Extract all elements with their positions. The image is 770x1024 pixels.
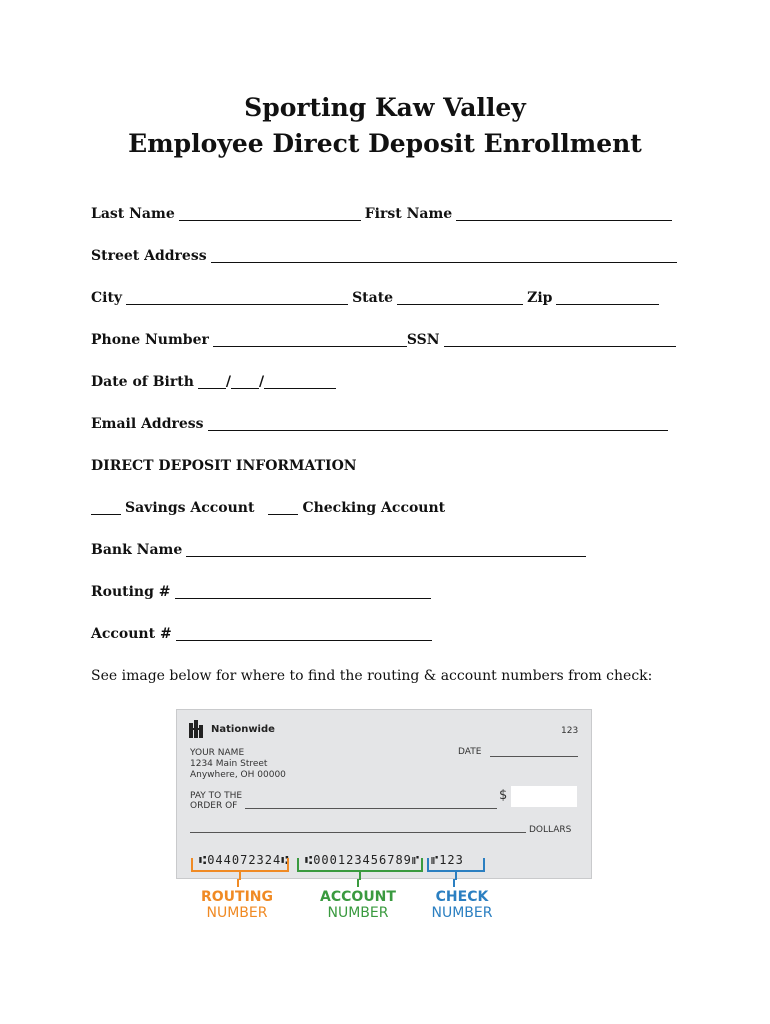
check-city: Anywhere, OH 00000: [190, 770, 286, 780]
check-order-of-label: ORDER OF: [190, 801, 238, 811]
bank-name-label: Bank Name: [91, 542, 183, 558]
first-name-field[interactable]: [456, 206, 672, 221]
dob-separator: /: [259, 374, 265, 390]
dob-row: [91, 372, 340, 392]
section-heading: DIRECT DEPOSIT INFORMATION: [91, 458, 357, 474]
zip-field[interactable]: [556, 290, 659, 305]
last-name-label: Last Name: [91, 206, 175, 222]
savings-checkbox-line[interactable]: [91, 500, 121, 515]
check-payee-line: [245, 808, 497, 809]
check-date-label: DATE: [458, 747, 482, 757]
street-address-field[interactable]: [211, 248, 677, 263]
zip-label: Zip: [527, 290, 553, 306]
routing-pointer-tail: [237, 879, 239, 887]
account-pointer: [359, 872, 361, 880]
check-pointer: [455, 872, 457, 880]
dob-separator: /: [225, 374, 231, 390]
account-pointer-tail: [357, 879, 359, 887]
checking-label: Checking Account: [302, 500, 446, 516]
check-number: 123: [561, 726, 579, 736]
last-name-field[interactable]: [179, 206, 361, 221]
street-row: [91, 246, 681, 266]
micr-routing-number: ⑆044072324⑆: [199, 853, 290, 867]
routing-bracket: [191, 858, 289, 872]
check-dollar-sign: $: [499, 788, 508, 803]
micr-check-number: ⑈123: [431, 853, 464, 867]
nationwide-logo-icon: [189, 720, 207, 738]
check-dollars-line: [190, 832, 526, 833]
account-field[interactable]: [176, 626, 432, 641]
phone-label: Phone Number: [91, 332, 209, 348]
phone-row: [91, 330, 680, 350]
ssn-field[interactable]: [444, 332, 676, 347]
email-row: [91, 414, 672, 434]
name-row: [91, 204, 676, 224]
check-account-holder: YOUR NAME: [190, 748, 245, 758]
sample-check-image: [176, 709, 592, 879]
dob-month-field[interactable]: [198, 374, 226, 389]
bank-logo: [189, 720, 275, 738]
check-pay-to-label: PAY TO THE: [190, 791, 243, 801]
routing-number-callout: ROUTING NUMBER: [200, 889, 274, 921]
routing-row: [91, 582, 435, 602]
check-amount-box: [511, 786, 577, 807]
email-label: Email Address: [91, 416, 204, 432]
account-type-row: [91, 498, 445, 518]
account-label: Account #: [91, 626, 172, 642]
phone-field[interactable]: [213, 332, 407, 347]
account-row: [91, 624, 436, 644]
state-field[interactable]: [397, 290, 523, 305]
checking-checkbox-line[interactable]: [268, 500, 298, 515]
first-name-label: First Name: [364, 206, 453, 222]
form-subtitle: Employee Direct Deposit Enrollment: [128, 129, 642, 158]
form-title: Sporting Kaw Valley: [244, 93, 526, 122]
city-field[interactable]: [126, 290, 348, 305]
check-dollars-label: DOLLARS: [529, 825, 572, 835]
dob-label: Date of Birth: [91, 374, 194, 390]
micr-account-number: ⑆000123456789⑈: [305, 853, 421, 867]
dob-year-field[interactable]: [264, 374, 336, 389]
check-date-line: [490, 756, 578, 757]
check-bracket: [427, 858, 485, 872]
instruction-note: See image below for where to find the routing & account numbers from check:: [91, 668, 653, 684]
street-address-label: Street Address: [91, 248, 207, 264]
check-street: 1234 Main Street: [190, 759, 268, 769]
account-bracket: [297, 858, 423, 872]
email-field[interactable]: [208, 416, 668, 431]
check-number-callout: CHECK NUMBER: [431, 889, 493, 921]
city-label: City: [91, 290, 123, 306]
state-label: State: [352, 290, 394, 306]
check-pointer-tail: [453, 879, 455, 887]
city-row: [91, 288, 663, 308]
routing-pointer: [239, 872, 241, 880]
savings-label: Savings Account: [125, 500, 255, 516]
bank-name: Nationwide: [211, 723, 275, 735]
routing-label: Routing #: [91, 584, 171, 600]
ssn-label: SSN: [406, 332, 440, 348]
bank-name-field[interactable]: [186, 542, 586, 557]
account-number-callout: ACCOUNT NUMBER: [320, 889, 396, 921]
routing-field[interactable]: [175, 584, 431, 599]
bank-row: [91, 540, 590, 560]
dob-day-field[interactable]: [231, 374, 259, 389]
